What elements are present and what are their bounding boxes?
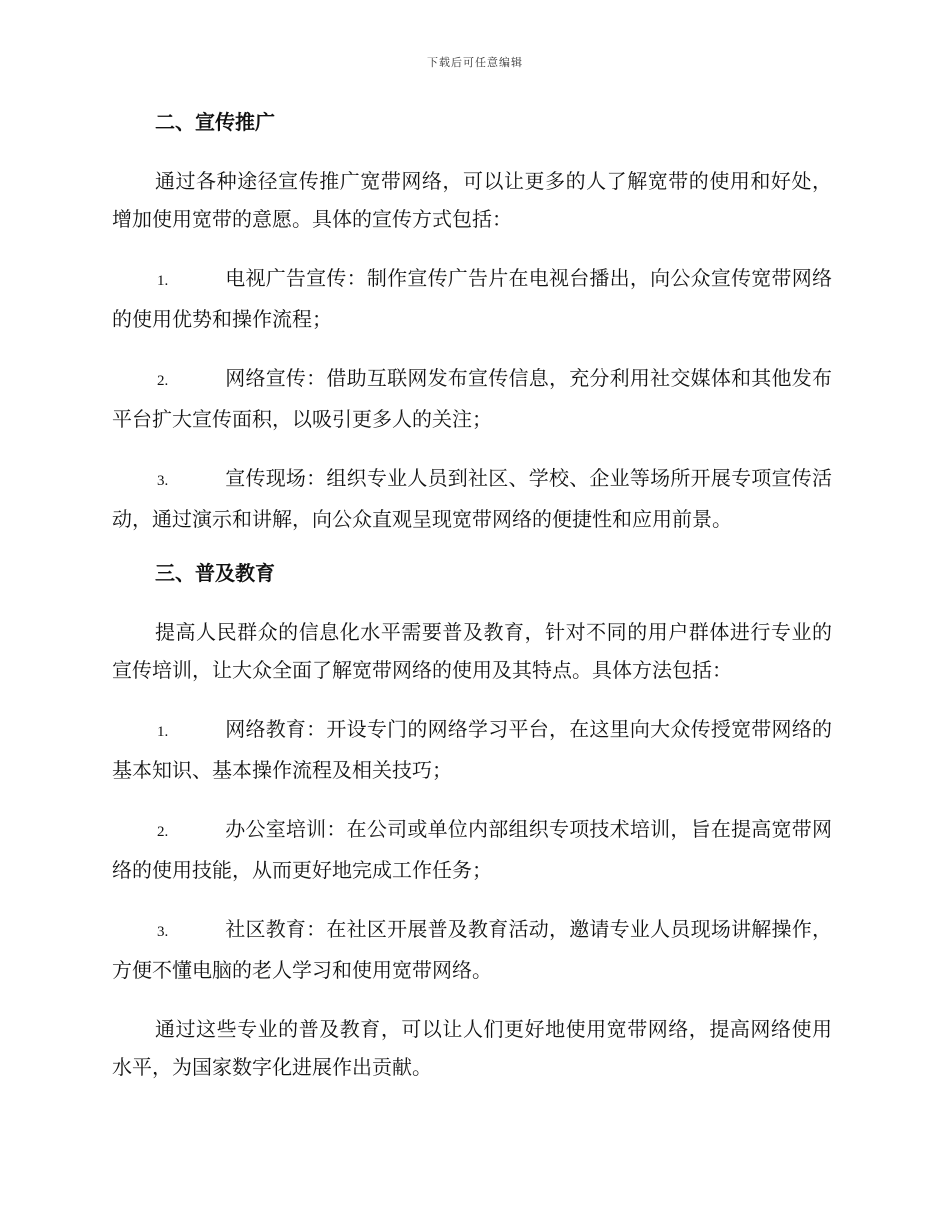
education-list-item-1 (112, 710, 832, 789)
list-number: 2. (157, 824, 169, 840)
document-body (112, 108, 832, 1107)
list-item-text: 办公室培训：在公司或单位内部组织专项技术培训，旨在提高宽带网络的使用技能，从而更好地完成工作任务； (112, 817, 832, 882)
education-intro-paragraph: 提高人民群众的信息化水平需要普及教育，针对不同的用户群体进行专业的宣传培训，让大众全面了解宽带网络的使用及其特点。具体方法包括： (112, 620, 832, 682)
education-conclusion-paragraph: 通过这些专业的普及教育，可以让人们更好地使用宽带网络，提高网络使用水平，为国家数字化进展作出贡献。 (112, 1017, 832, 1079)
education-list-item-2 (112, 810, 832, 889)
promotion-intro-paragraph: 通过各种途径宣传推广宽带网络，可以让更多的人了解宽带的使用和好处，增加使用宽带的意愿。具体的宣传方式包括： (112, 169, 832, 231)
promotion-list-item-3 (112, 459, 832, 538)
page-header-note: 下载后可任意编辑 (427, 56, 523, 69)
list-item-text: 网络教育：开设专门的网络学习平台，在这里向大众传授宽带网络的基本知识、基本操作流程及相关技巧； (112, 717, 832, 782)
list-item-text: 宣传现场：组织专业人员到社区、学校、企业等场所开展专项宣传活动，通过演示和讲解，向公众直观呈现宽带网络的便捷性和应用前景。 (112, 466, 832, 531)
promotion-list-item-1 (112, 259, 832, 338)
list-number: 3. (157, 924, 169, 940)
list-number: 1. (157, 273, 169, 289)
section-heading-promotion: 二、宣传推广 (155, 110, 275, 134)
section-heading-education: 三、普及教育 (155, 561, 275, 585)
list-item-text: 网络宣传：借助互联网发布宣传信息，充分利用社交媒体和其他发布平台扩大宣传面积，以吸引更多人的关注； (112, 366, 832, 431)
promotion-list-item-2 (112, 359, 832, 438)
list-number: 3. (157, 473, 169, 489)
list-item-text: 电视广告宣传：制作宣传广告片在电视台播出，向公众宣传宽带网络的使用优势和操作流程； (112, 266, 832, 331)
list-item-text: 社区教育：在社区开展普及教育活动，邀请专业人员现场讲解操作，方便不懂电脑的老人学习和使用宽带网络。 (112, 917, 832, 982)
list-number: 1. (157, 724, 169, 740)
education-list-item-3 (112, 910, 832, 989)
list-number: 2. (157, 373, 169, 389)
